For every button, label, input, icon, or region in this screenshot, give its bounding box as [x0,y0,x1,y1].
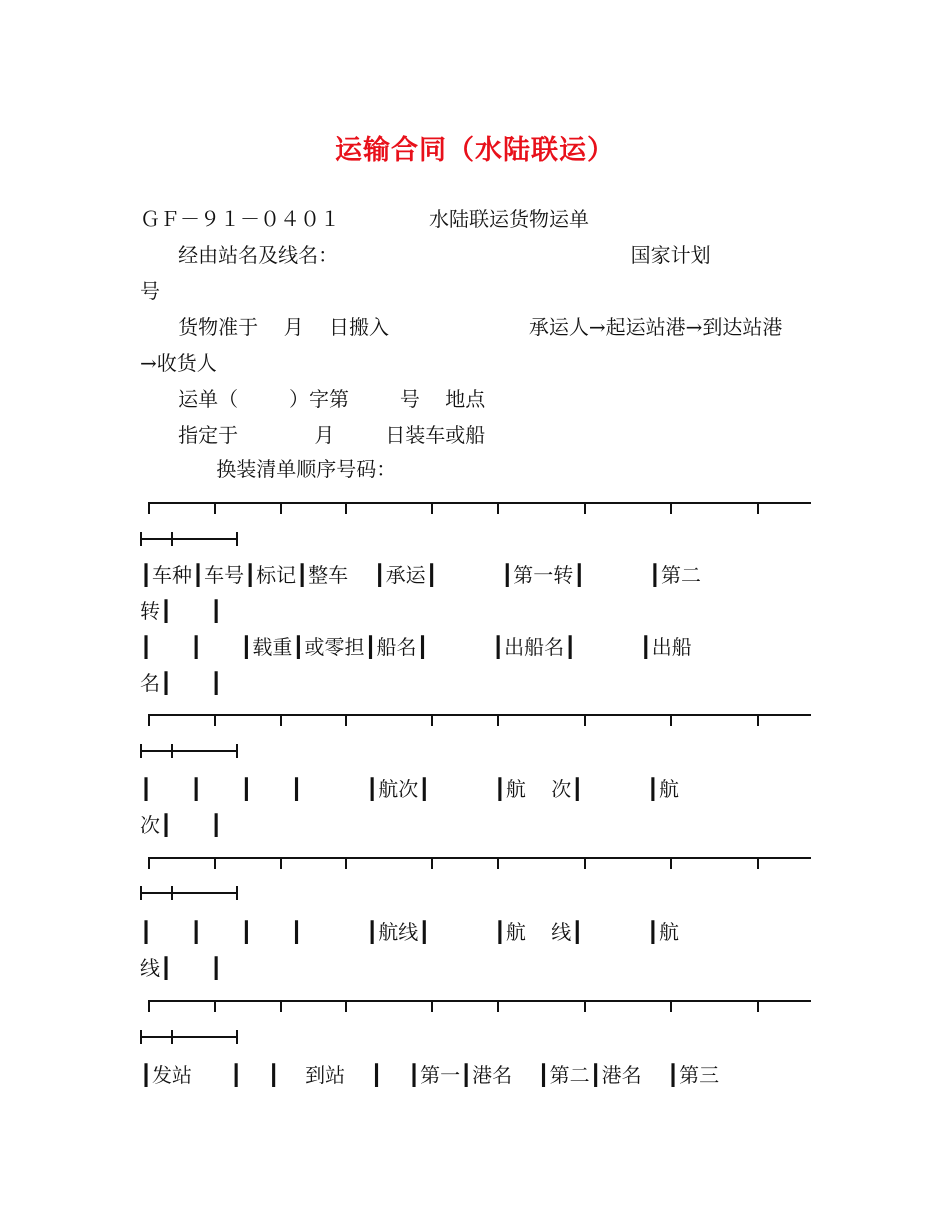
table-column-tick [345,1000,347,1012]
route-line-wrap: 号 [140,279,160,303]
table-rule-wrap [140,892,236,894]
table-column-tick [140,744,142,758]
table-column-tick [171,886,173,900]
table-column-tick [670,502,672,514]
table-route-row: ┃ ┃ ┃ ┃ ┃航线┃ ┃航 线┃ ┃航 [140,920,679,944]
table-column-tick [431,502,433,514]
table-header-row-2: ┃ ┃ ┃载重┃或零担┃船名┃ ┃出船名┃ ┃出船 [140,635,692,659]
form-code-line: ＧＦ－９１－０４０１ 水陆联运货物运单 [140,207,590,231]
table-rule-wrap [140,1036,236,1038]
table-column-tick [431,714,433,726]
table-column-tick [670,857,672,869]
table-column-tick [345,502,347,514]
table-column-tick [584,714,586,726]
table-column-tick [214,1000,216,1012]
table-column-tick [140,1030,142,1044]
table-column-tick [236,532,238,546]
table-column-tick [280,502,282,514]
table-column-tick [345,714,347,726]
table-column-tick [757,857,759,869]
document-title: 运输合同（水陆联运） [335,135,615,166]
transfer-list-line: 换装清单顺序号码： [140,457,397,481]
table-voyage-row-wrap: 次┃ ┃ [140,813,223,837]
table-column-tick [214,502,216,514]
table-column-tick [497,857,499,869]
route-line: 经由站名及线名： 国家计划 [140,243,711,267]
waybill-number-line: 运单（ ）字第 号 地点 [140,387,486,411]
table-column-tick [280,714,282,726]
cargo-entry-line-wrap: →收货人 [140,351,217,375]
table-column-tick [148,1000,150,1012]
table-column-tick [214,857,216,869]
table-column-tick [757,1000,759,1012]
table-column-tick [236,1030,238,1044]
table-column-tick [431,1000,433,1012]
table-column-tick [345,857,347,869]
table-header-row-1: ┃车种┃车号┃标记┃整车 ┃承运┃ ┃第一转┃ ┃第二 [140,563,701,587]
table-column-tick [497,502,499,514]
table-column-tick [236,744,238,758]
table-rule-wrap [140,750,236,752]
table-column-tick [148,857,150,869]
table-header-row-2-wrap: 名┃ ┃ [140,671,223,695]
table-column-tick [140,532,142,546]
table-column-tick [140,886,142,900]
table-rule [148,502,811,504]
table-station-row: ┃发站 ┃ ┃ 到站 ┃ ┃第一┃港名 ┃第二┃港名 ┃第三 [140,1063,720,1087]
table-voyage-row: ┃ ┃ ┃ ┃ ┃航次┃ ┃航 次┃ ┃航 [140,777,679,801]
table-column-tick [670,1000,672,1012]
table-route-row-wrap: 线┃ ┃ [140,956,223,980]
table-column-tick [584,1000,586,1012]
table-header-row-1-wrap: 转┃ ┃ [140,599,223,623]
table-column-tick [148,502,150,514]
table-column-tick [171,744,173,758]
table-column-tick [584,502,586,514]
table-column-tick [171,532,173,546]
table-rule-wrap [140,538,236,540]
table-column-tick [236,886,238,900]
table-column-tick [431,857,433,869]
table-rule [148,857,811,859]
loading-date-line: 指定于 月 日装车或船 [140,423,486,447]
table-column-tick [214,714,216,726]
table-column-tick [757,502,759,514]
table-column-tick [280,1000,282,1012]
table-column-tick [280,857,282,869]
table-column-tick [757,714,759,726]
table-column-tick [584,857,586,869]
table-column-tick [497,1000,499,1012]
cargo-entry-line: 货物准于 月 日搬入 承运人→起运站港→到达站港 [140,315,783,339]
table-column-tick [171,1030,173,1044]
table-rule [148,1000,811,1002]
table-column-tick [497,714,499,726]
table-column-tick [148,714,150,726]
table-column-tick [670,714,672,726]
table-rule [148,714,811,716]
